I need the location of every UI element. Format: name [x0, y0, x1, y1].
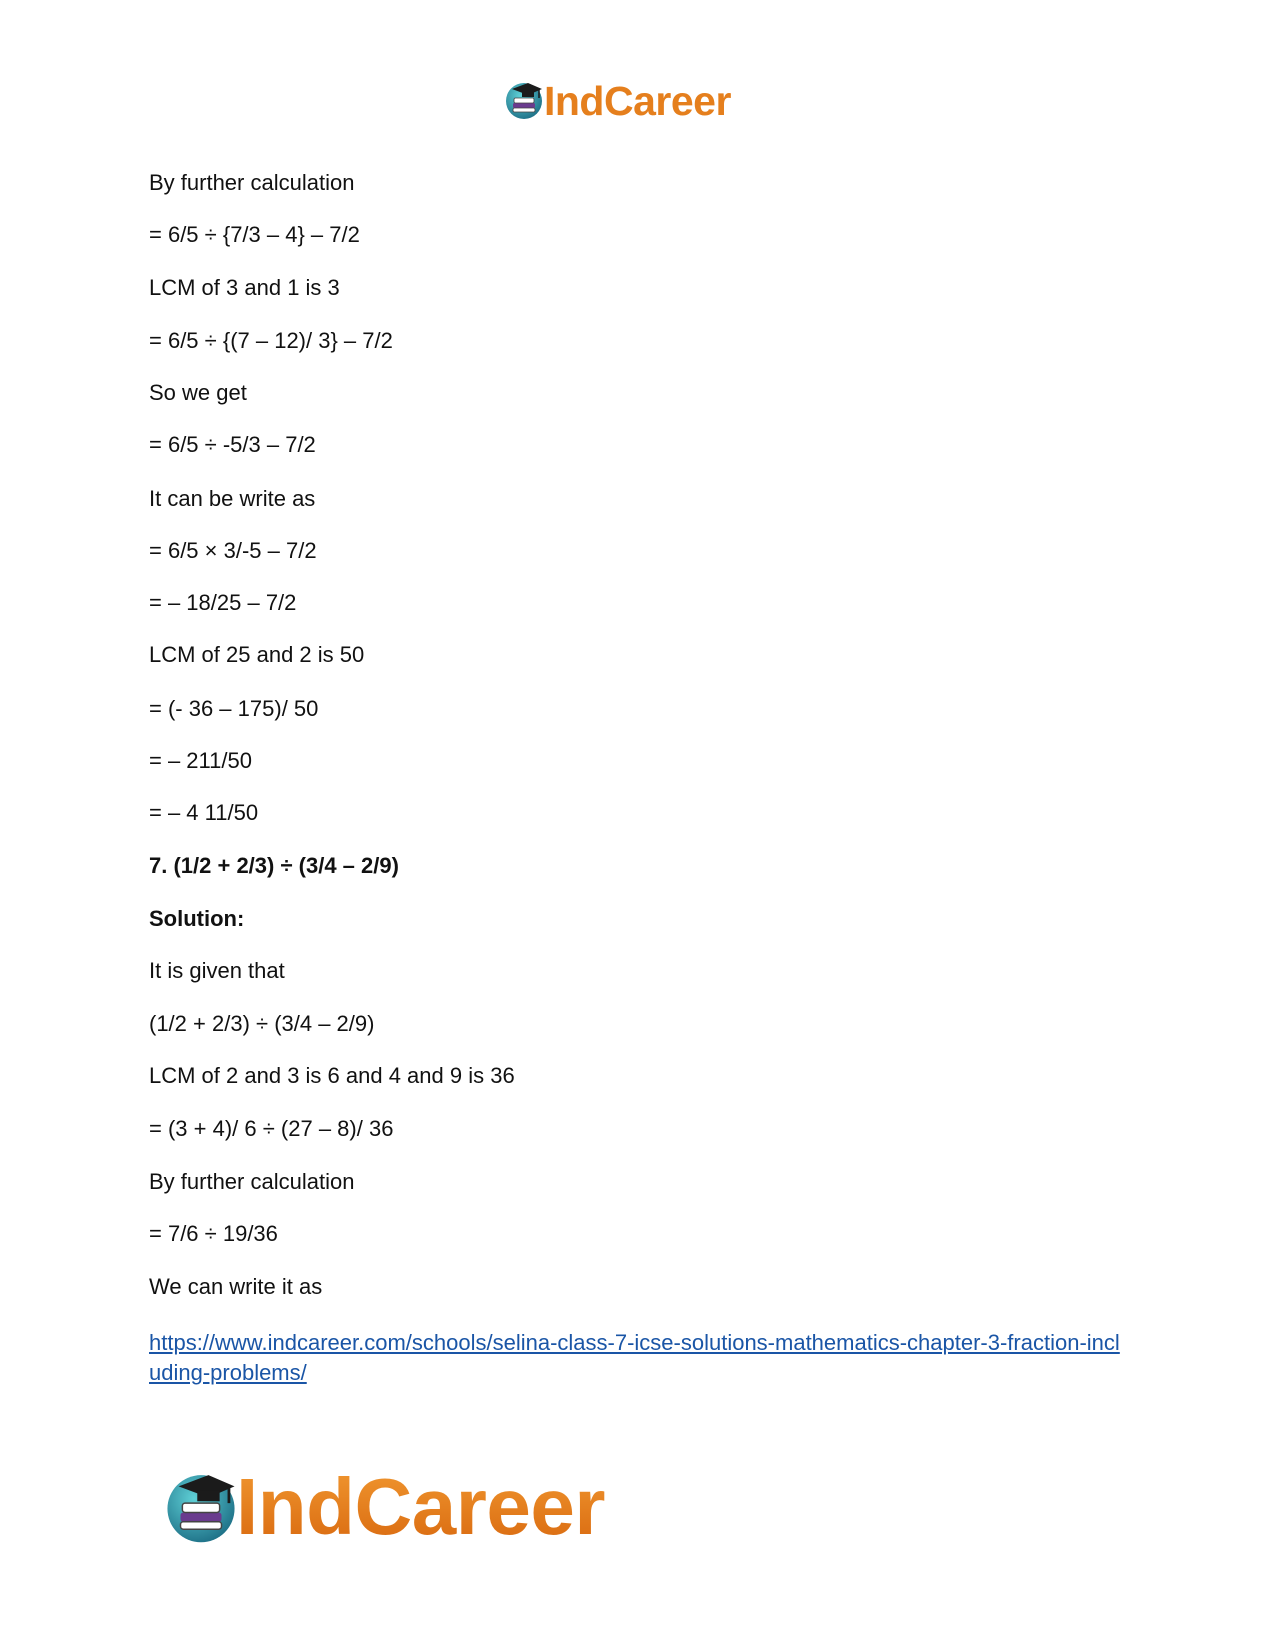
solution-heading: Solution: — [149, 906, 245, 931]
source-link[interactable]: https://www.indcareer.com/schools/selina-class-7-icse-solutions-mathematics-chapter-3-fraction-including-problems/ — [149, 1330, 1120, 1385]
text-line: LCM of 3 and 1 is 3 — [149, 275, 340, 300]
text-line: It can be write as — [149, 486, 316, 511]
text-line: = (- 36 – 175)/ 50 — [149, 696, 319, 721]
text-line: = 6/5 × 3/-5 – 7/2 — [149, 538, 317, 563]
text-line: = (3 + 4)/ 6 ÷ (27 – 8)/ 36 — [149, 1116, 394, 1141]
text-line: It is given that — [149, 958, 285, 983]
text-line: We can write it as — [149, 1274, 323, 1299]
footer-logo — [160, 1462, 605, 1551]
brand-name: IndCareer — [236, 1462, 605, 1551]
text-line: = – 211/50 — [149, 748, 252, 773]
text-line: So we get — [149, 380, 247, 405]
brand-name: IndCareer — [544, 77, 731, 124]
text-line: (1/2 + 2/3) ÷ (3/4 – 2/9) — [149, 1011, 375, 1036]
text-line: = – 4 11/50 — [149, 800, 259, 825]
text-line: = 6/5 ÷ -5/3 – 7/2 — [149, 432, 316, 457]
text-line: LCM of 25 and 2 is 50 — [149, 642, 365, 667]
text-line: LCM of 2 and 3 is 6 and 4 and 9 is 36 — [149, 1063, 515, 1088]
header-logo — [502, 76, 731, 126]
question-heading: 7. (1/2 + 2/3) ÷ (3/4 – 2/9) — [149, 853, 399, 878]
graduation-globe-icon — [502, 77, 546, 126]
text-line: = – 18/25 – 7/2 — [149, 590, 297, 615]
text-line: = 7/6 ÷ 19/36 — [149, 1221, 278, 1246]
graduation-globe-icon — [160, 1464, 242, 1551]
text-line: By further calculation — [149, 1169, 355, 1194]
text-line: = 6/5 ÷ {7/3 – 4} – 7/2 — [149, 222, 360, 247]
text-line: By further calculation — [149, 170, 355, 195]
text-line: = 6/5 ÷ {(7 – 12)/ 3} – 7/2 — [149, 328, 393, 353]
